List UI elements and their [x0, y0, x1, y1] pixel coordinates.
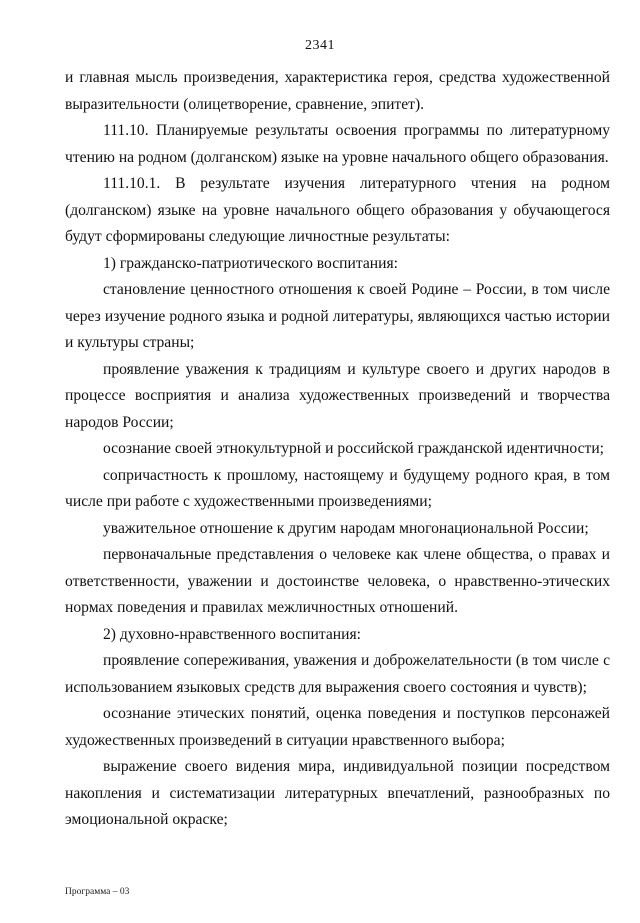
list-heading-civic-patriotic: 1) гражданско-патриотического воспитания: [103, 254, 398, 272]
list-heading-spiritual-moral: 2) духовно-нравственного воспитания: [103, 625, 361, 643]
list-item: первоначальные представления о человеке как члене общества, о правах и ответственности, уважении и достоинстве человека, о нравственно-этических нормах поведения и правилах межличностных отношений. [65, 546, 610, 616]
list-item: осознание этических понятий, оценка поведения и поступков персонажей художественных произведений в ситуации нравственного выбора; [65, 705, 610, 749]
list-item: проявление уважения к традициям и культуре своего и других народов в процессе восприятия и анализа художественных произведений и творчества народов России; [65, 360, 610, 431]
page-footer: Программа – 03 [65, 887, 130, 897]
list-item: проявление сопереживания, уважения и доброжелательности (в том числе с использованием языковых средств для выражения своего состояния и чувств); [65, 652, 610, 696]
paragraph-continuation: и главная мысль произведения, характеристика героя, средства художественной выразительности (олицетворение, сравнение, эпитет). [65, 69, 610, 113]
paragraph-section-111-10-1: 111.10.1. В результате изучения литературного чтения на родном (долганском) языке на уровне начального общего образования у обучающегося будут сформированы следующие личностные результаты: [65, 175, 610, 245]
list-item: осознание своей этнокультурной и российской гражданской идентичности; [103, 440, 605, 457]
list-item: выражение своего видения мира, индивидуальной позиции посредством накопления и систематизации литературных впечатлений, разнообразных по эмоциональной окраске; [65, 758, 610, 828]
list-item: уважительное отношение к другим народам многонациональной России; [103, 519, 589, 537]
page-number: 2341 [305, 38, 335, 53]
list-item: становление ценностного отношения к своей Родине – России, в том числе через изучение родного языка и родной литературы, являющихся частью истории и культуры страны; [65, 281, 610, 351]
paragraph-section-111-10: 111.10. Планируемые результаты освоения программы по литературному чтению на родном (долганском) языке на уровне начального общего образования. [65, 122, 610, 166]
document-body [65, 65, 610, 834]
list-item: сопричастность к прошлому, настоящему и будущему родного края, в том числе при работе с художественными произведениями; [65, 466, 610, 510]
